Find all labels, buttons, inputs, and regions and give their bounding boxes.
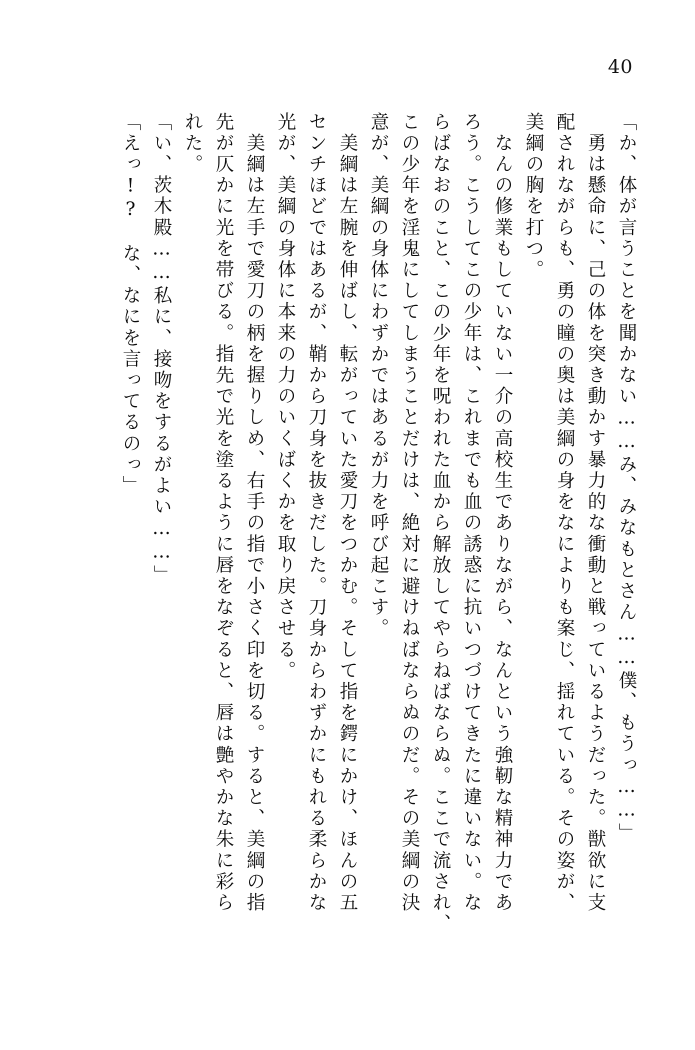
text-column: 「か、体が言うことを聞かない……み、みなもとさん……僕、もうっ……」 — [616, 112, 637, 845]
text-column: この少年を淫鬼にしてしまうことだけは、絶対に避けねばならぬのだ。その美綱の決 — [399, 112, 420, 914]
text-column: らばなおのこと、この少年を呪われた血から解放してやらねばならぬ。ここで流され、 — [430, 112, 451, 935]
text-column: 配されながらも、勇の瞳の奥は美綱の身をなによりも案じ、揺れている。その姿が、 — [554, 112, 575, 914]
text-column: 美綱は左手で愛刀の柄を握りしめ、右手の指で小さく印を切る。すると、美綱の指 — [244, 112, 265, 914]
text-column: 「えっ!? な、なにを言ってるのっ」 — [120, 112, 141, 497]
text-column: 意が、美綱の身体にわずかではあるが力を呼び起こす。 — [368, 112, 389, 640]
text-column: ろう。こうしてこの少年は、これまでも血の誘惑に抗いつづけてきたに違いない。な — [461, 112, 482, 914]
text-column: 先が仄かに光を帯びる。指先で光を塗るように唇をなぞると、唇は艶やかな朱に彩ら — [213, 112, 234, 914]
text-column: 美綱の胸を打つ。 — [523, 112, 544, 281]
text-column: センチほどではあるが、鞘から刀身を抜きだした。刀身からわずかにもれる柔らかな — [306, 112, 327, 914]
text-column: 「い、茨木殿……私に、接吻をするがよい……」 — [151, 112, 172, 587]
page-number: 40 — [607, 56, 633, 78]
text-column: 光が、美綱の身体に本来の力のいくばくかを取り戻させる。 — [275, 112, 296, 682]
vertical-text-body — [69, 112, 635, 972]
text-column: なんの修業もしていない一介の高校生でありながら、なんという強靭な精神力であ — [492, 112, 513, 914]
text-column: れた。 — [182, 112, 203, 176]
text-column: 勇は懸命に、己の体を突き動かす暴力的な衝動と戦っているようだった。獣欲に支 — [585, 112, 606, 914]
text-column: 美綱は左腕を伸ばし、転がっていた愛刀をつかむ。そして指を鍔にかけ、ほんの五 — [337, 112, 358, 914]
